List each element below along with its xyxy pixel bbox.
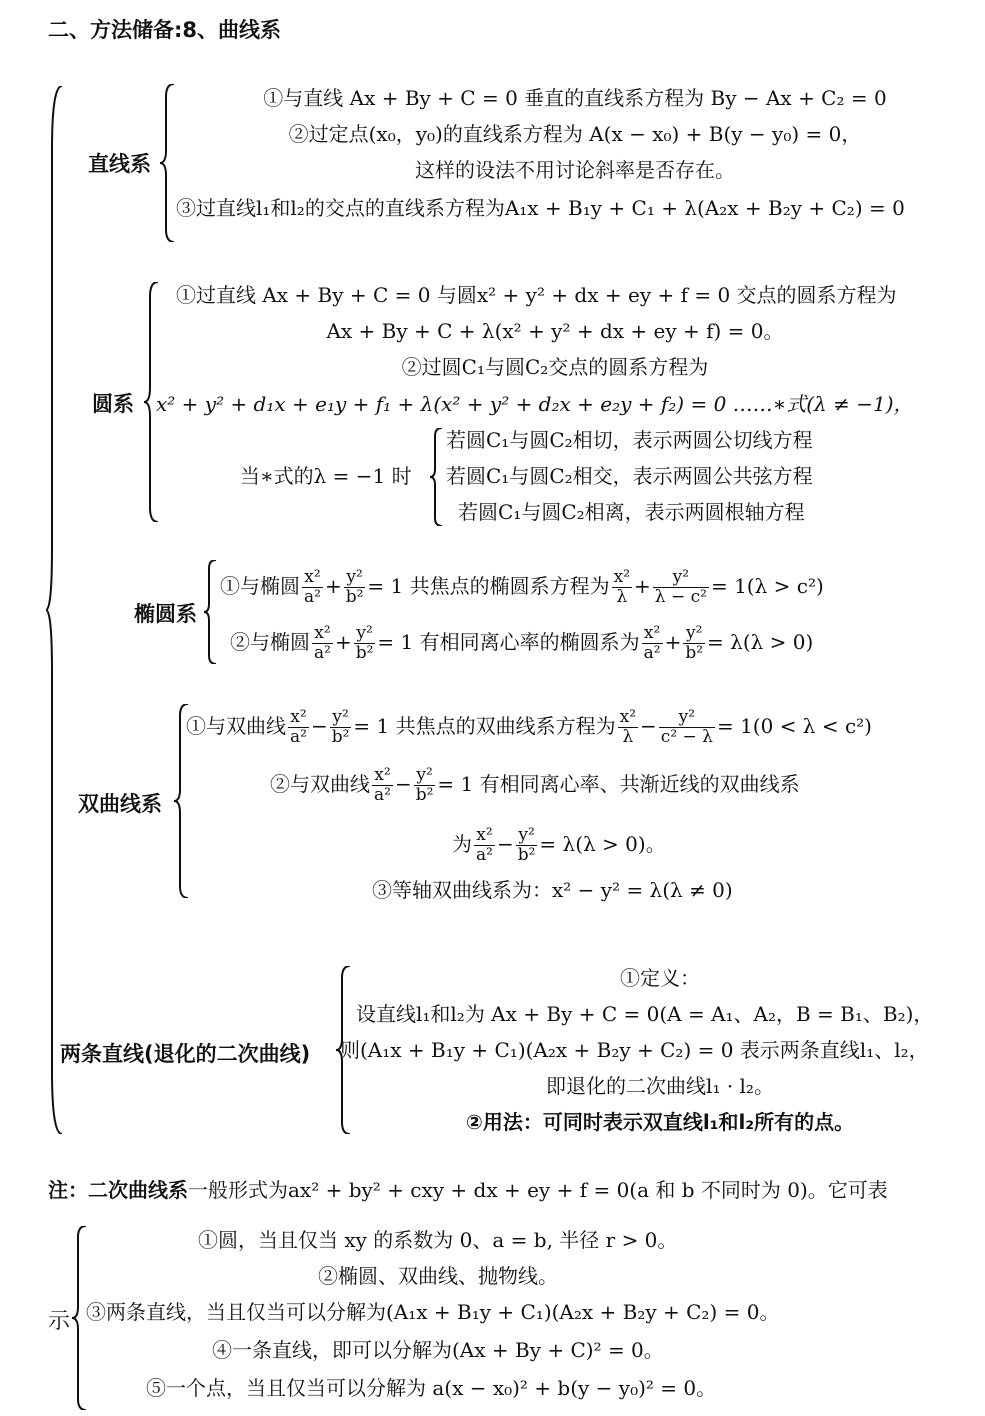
circle-system-item-4: x² + y² + d₁x + e₁y + f₁ + λ(x² + y² + d₂x + e₂y + f₂) = 0 ……∗式(λ ≠ −1)， (156, 392, 914, 416)
page-title: 二、方法储备:8、曲线系 (48, 18, 282, 42)
circle-subcase-1: 若圆C₁与圆C₂相切，表示两圆公切线方程 (446, 428, 813, 452)
circle-system-item-3: ②过圆C₁与圆C₂交点的圆系方程为 (401, 355, 709, 379)
line-system-item-4: ③过直线l₁和l₂的交点的直线系方程为A₁x + B₁y + C₁ + λ(A₂x + B₂y + C₂) = 0 (176, 196, 905, 220)
hyperbola-system-item-4: ③等轴双曲线系为：x² − y² = λ(λ ≠ 0) (372, 878, 733, 902)
note-text: 一般形式为ax² + by² + cxy + dx + ey + f = 0(a 和 b 不同时为 0)。它可表 (188, 1178, 888, 1202)
note-prefix: 注：二次曲线系 (48, 1178, 188, 1202)
hyperbola-system-label: 双曲线系 (78, 792, 162, 816)
ellipse-system-brace (202, 560, 220, 664)
line-system-item-3: 这样的设法不用讨论斜率是否存在。 (415, 158, 735, 182)
line-system-label: 直线系 (88, 152, 151, 176)
hyperbola-system-item-3: 为 $\frac{\text{x²}}{\text{a²}}$ − $\frac{\text{y²}}{\text{b²}}$ = λ(λ > 0)。 (452, 825, 666, 865)
note-item-5: ⑤一个点，当且仅当可以分解为 a(x − x₀)² + b(y − y₀)² = 0。 (146, 1376, 717, 1400)
line-system-item-1: ①与直线 Ax + By + C = 0 垂直的直线系方程为 By − Ax + C₂ = 0 (263, 86, 887, 110)
line-system-brace (158, 84, 178, 242)
two-lines-item-2: 设直线l₁和l₂为 Ax + By + C = 0(A = A₁、A₂，B = B₁、B₂)， (356, 1002, 934, 1026)
note-item-4: ④一条直线，即可以分解为(Ax + By + C)² = 0。 (212, 1338, 664, 1362)
ellipse-system-item-2: ②与椭圆 $\frac{\text{x²}}{\text{a²}}$ + $\frac{\text{y²}}{\text{b²}}$ = 1 有相同离心率的椭圆系为 $\frac{\text{x²}}{\text{a²}}$ + $\frac{\text{y²}}{\text{b²}}$ = λ(λ > 0) (230, 623, 814, 663)
note-item-1: ①圆，当且仅当 xy 的系数为 0、a = b, 半径 r > 0。 (198, 1228, 678, 1252)
ellipse-system-item-1: ①与椭圆 $\frac{\text{x²}}{\text{a²}}$ + $\frac{\text{y²}}{\text{b²}}$ = 1 共焦点的椭圆系方程为 $\frac{\text{x²}}{\lambda}$ + $\frac{\text{y²}}{\text{λ − c²}}$ = 1(λ > c²) (220, 567, 824, 607)
two-lines-item-4: 即退化的二次曲线l₁ · l₂。 (546, 1074, 774, 1098)
hyperbola-system-item-1: ①与双曲线 $\frac{\text{x²}}{\text{a²}}$ − $\frac{\text{y²}}{\text{b²}}$ = 1 共焦点的双曲线系方程为 $\frac{\text{x²}}{\lambda}$ − $\frac{\text{y²}}{\text{c² − λ}}$ = 1(0 < λ < c²) (186, 707, 872, 747)
ellipse-system-label: 椭圆系 (134, 602, 197, 626)
circle-subcase-brace (428, 428, 446, 526)
hyperbola-system-item-2: ②与双曲线 $\frac{\text{x²}}{\text{a²}}$ − $\frac{\text{y²}}{\text{b²}}$ = 1 有相同离心率、共渐近线的双曲线系 (270, 765, 800, 805)
circle-system-item-2: Ax + By + C + λ(x² + y² + dx + ey + f) = 0。 (326, 319, 784, 343)
two-lines-item-3: 则(A₁x + B₁y + C₁)(A₂x + B₂y + C₂) = 0 表示两条直线l₁、l₂， (340, 1038, 929, 1062)
circle-system-item-1: ①过直线 Ax + By + C = 0 与圆x² + y² + dx + ey + f = 0 交点的圆系方程为 (176, 283, 897, 307)
circle-system-when: 当∗式的λ = −1 时 (240, 464, 412, 488)
circle-subcase-3: 若圆C₁与圆C₂相离，表示两圆根轴方程 (458, 500, 805, 524)
two-lines-label: 两条直线(退化的二次曲线) (60, 1042, 311, 1066)
outer-brace (44, 86, 66, 1134)
note-item-2: ②椭圆、双曲线、抛物线。 (318, 1264, 558, 1288)
note-line (48, 1176, 888, 1204)
two-lines-item-5: ②用法：可同时表示双直线l₁和l₂所有的点。 (465, 1110, 855, 1134)
note-item-3: ③两条直线，当且仅当可以分解为(A₁x + B₁y + C₁)(A₂x + B₂y + C₂) = 0。 (86, 1300, 780, 1324)
note-label: 示 (48, 1309, 71, 1334)
circle-system-label: 圆系 (92, 392, 134, 416)
line-system-item-2: ②过定点(x₀，y₀)的直线系方程为 A(x − x₀) + B(y − y₀) = 0， (288, 122, 862, 146)
two-lines-item-1: ①定义： (620, 966, 700, 990)
circle-subcase-2: 若圆C₁与圆C₂相交，表示两圆公共弦方程 (446, 464, 813, 488)
